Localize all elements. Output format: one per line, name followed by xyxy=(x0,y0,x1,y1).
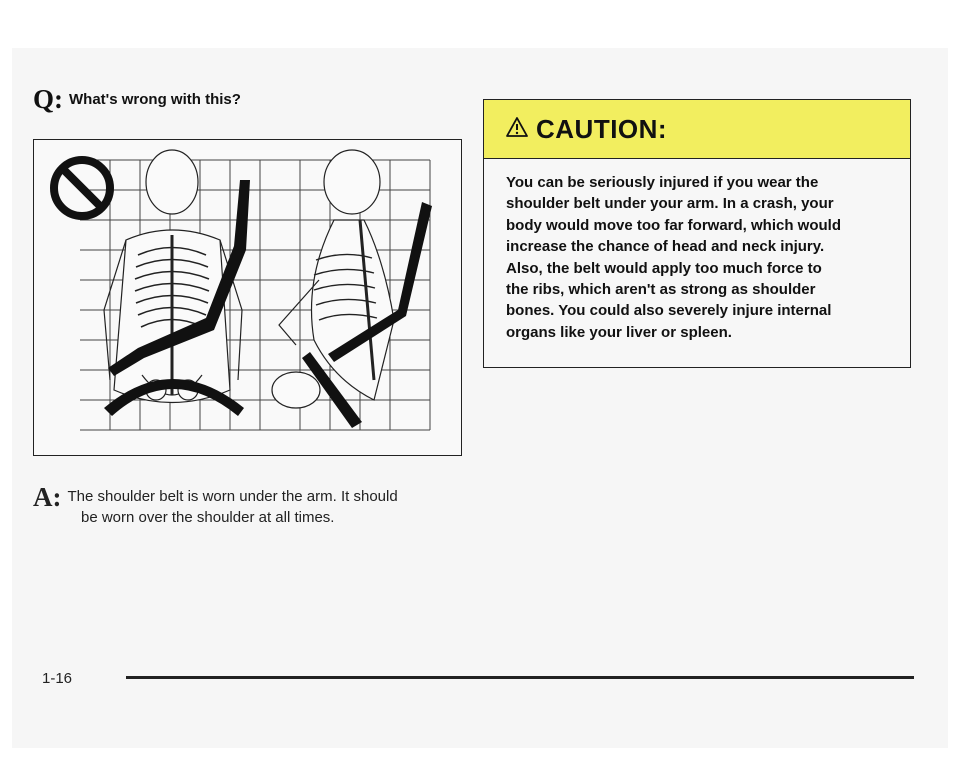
answer-block xyxy=(33,482,473,528)
caution-line: body would move too far forward, which would xyxy=(506,216,842,234)
answer-line-1: The shoulder belt is worn under the arm. It should xyxy=(67,488,398,505)
page-number: 1-16 xyxy=(42,670,73,687)
side-skeleton xyxy=(272,150,394,408)
answer-colon: : xyxy=(52,482,62,512)
question-heading xyxy=(33,84,241,114)
caution-line: Also, the belt would apply too much force to xyxy=(506,259,822,277)
prohibited-icon xyxy=(54,160,110,216)
question-letter: Q xyxy=(33,84,55,114)
seatbelt-illustration xyxy=(33,139,462,456)
caution-title: CAUTION: xyxy=(536,113,668,144)
caution-box xyxy=(483,99,911,368)
footer-divider xyxy=(126,676,914,679)
caution-header xyxy=(484,100,910,159)
caution-line: the ribs, which aren't as strong as shoulder xyxy=(506,281,816,299)
answer-letter: A xyxy=(33,482,53,512)
caution-line: You can be seriously injured if you wear the xyxy=(506,174,819,191)
caution-line: bones. You could also severely injure internal xyxy=(506,302,832,320)
skeleton-figure xyxy=(34,140,460,454)
caution-line: shoulder belt under your arm. In a crash, your xyxy=(506,195,834,213)
caution-text xyxy=(484,159,910,343)
answer-line-2: be worn over the shoulder at all times. xyxy=(81,509,335,526)
question-colon: : xyxy=(54,84,64,114)
warning-triangle-icon xyxy=(506,117,528,142)
question-text: What's wrong with this? xyxy=(69,91,241,108)
caution-line: increase the chance of head and neck injury. xyxy=(506,238,825,256)
caution-line: organs like your liver or spleen. xyxy=(506,323,732,341)
